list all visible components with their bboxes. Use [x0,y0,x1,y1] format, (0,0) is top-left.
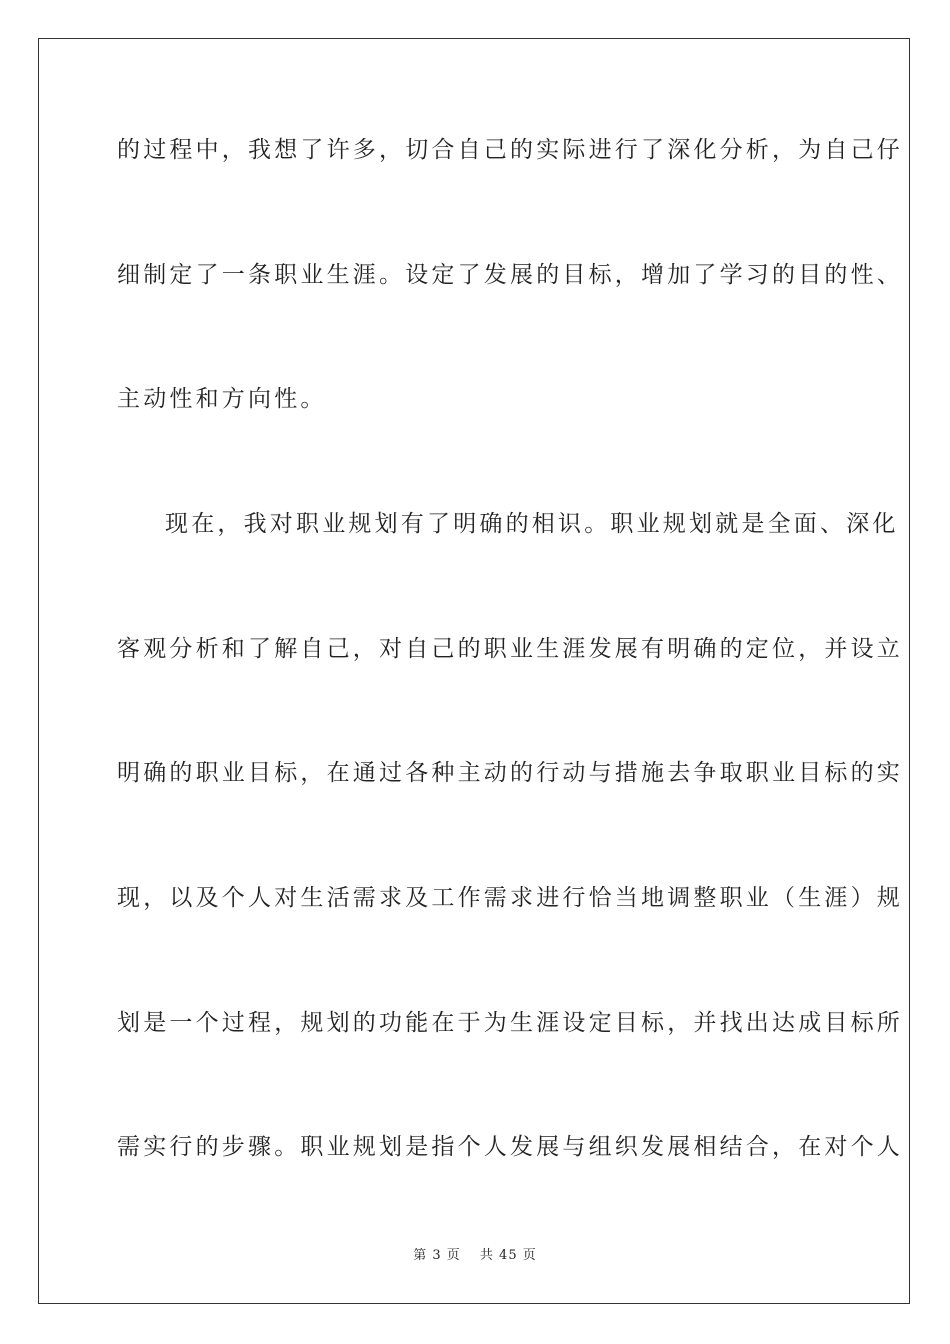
page-number-footer: 第 3 页 共 45 页 [413,1248,537,1263]
body-text-line-1: 的过程中，我想了许多，切合自己的实际进行了深化分析，为自己仔 [117,137,903,163]
body-text-line-8: 划是一个过程，规划的功能在于为生涯设定目标，并找出达成目标所 [117,1010,903,1036]
body-text-line-7: 现，以及个人对生活需求及工作需求进行恰当地调整职业（生涯）规 [117,885,903,911]
body-text-line-9: 需实行的步骤。职业规划是指个人发展与组织发展相结合，在对个人 [117,1134,903,1160]
paragraph-start-line: 现在，我对职业规划有了明确的相识。职业规划就是全面、深化 [165,511,899,537]
page-border [38,38,910,1304]
body-text-line-5: 客观分析和了解自己，对自己的职业生涯发展有明确的定位，并设立 [117,636,903,662]
body-text-line-3: 主动性和方向性。 [117,386,327,412]
body-text-line-6: 明确的职业目标，在通过各种主动的行动与措施去争取职业目标的实 [117,760,903,786]
body-text-line-2: 细制定了一条职业生涯。设定了发展的目标，增加了学习的目的性、 [117,262,903,288]
